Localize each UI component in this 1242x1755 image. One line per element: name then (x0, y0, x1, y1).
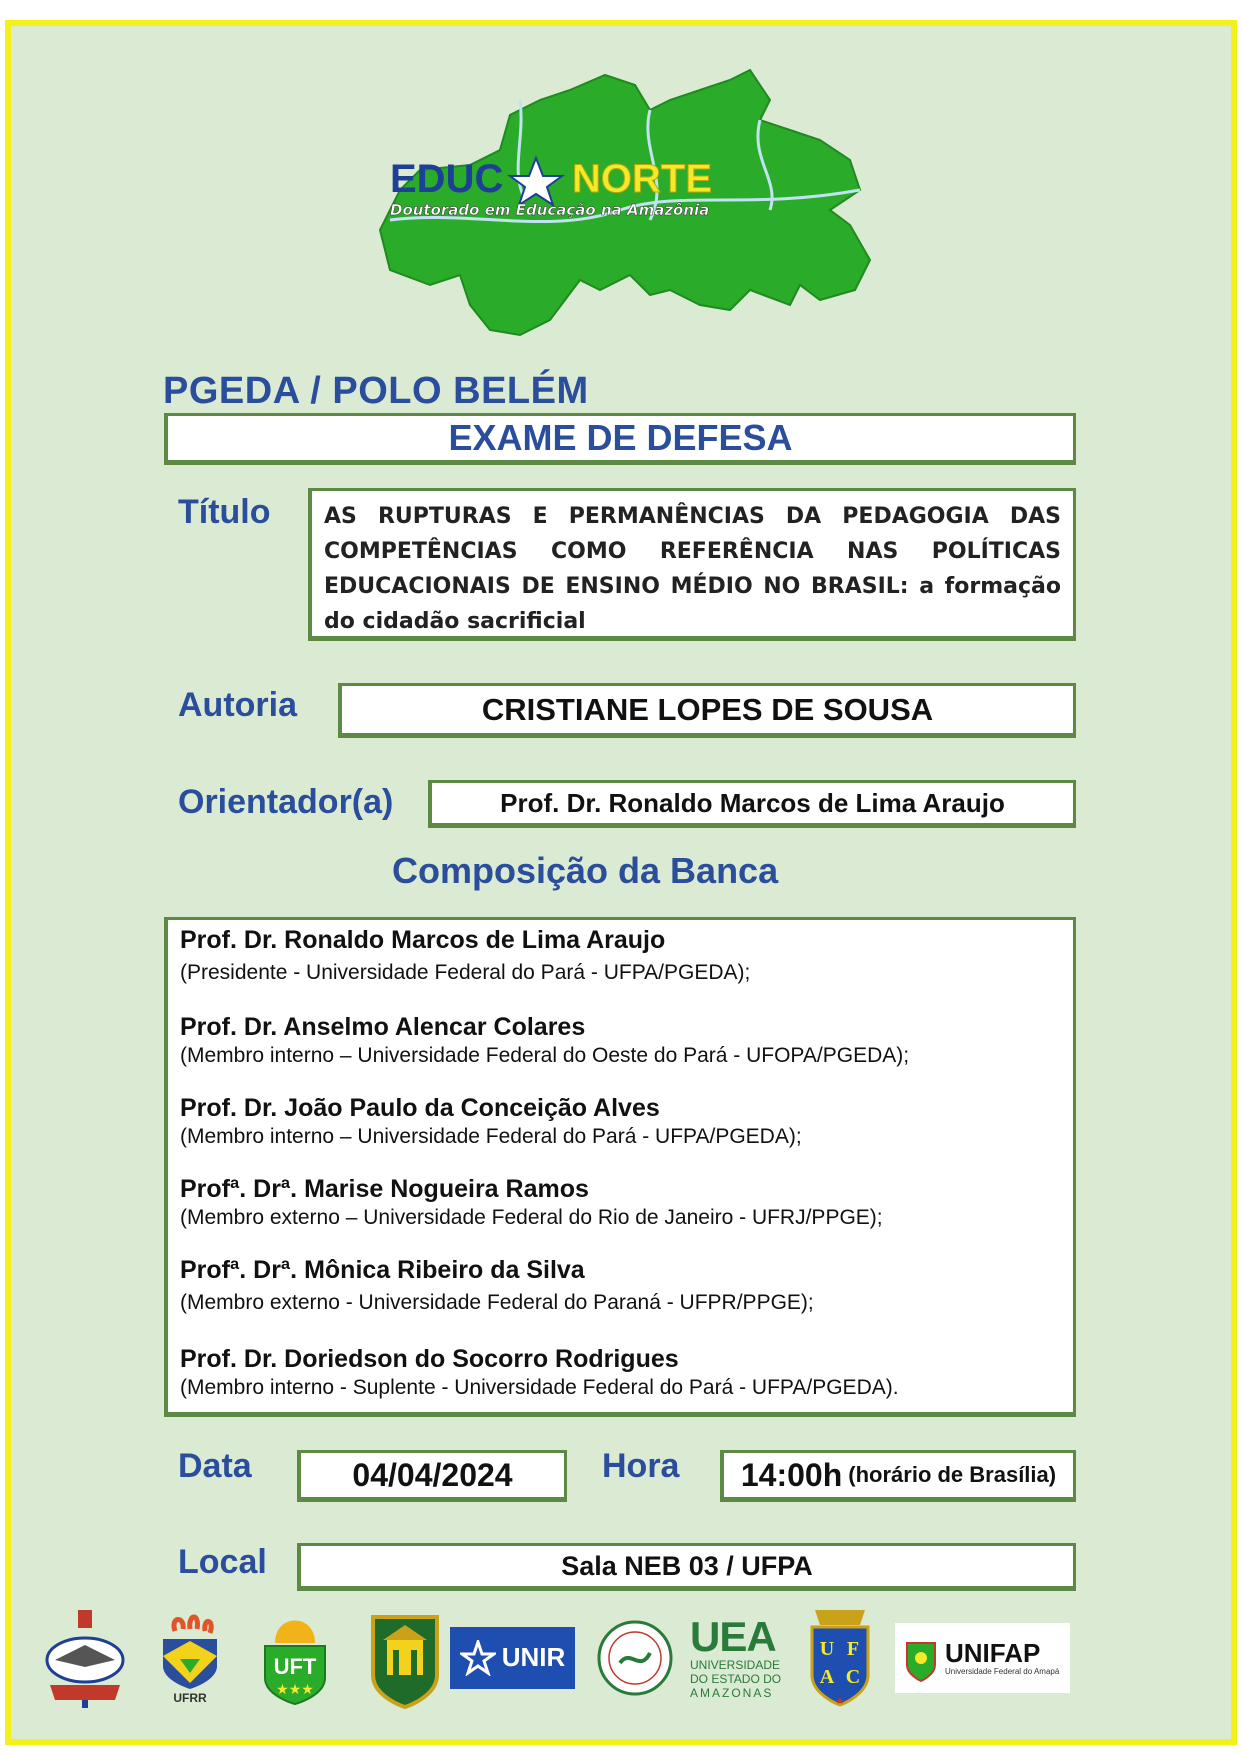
unifap-text: UNIFAP (945, 1638, 1041, 1668)
member-role: (Presidente - Universidade Federal do Pará - UFPA/PGEDA); (180, 961, 751, 984)
date-value: 04/04/2024 (352, 1456, 513, 1493)
unifap-sub: Universidade Federal do Amapá (945, 1667, 1060, 1676)
member-role: (Membro interno – Universidade Federal do Oeste do Pará - UFOPA/PGEDA); (180, 1044, 910, 1067)
ufpa-logo (40, 1605, 130, 1710)
ufac-logo (800, 1605, 880, 1710)
svg-text:A: A (819, 1666, 835, 1688)
uea-text: UEA (690, 1612, 776, 1660)
committee-member (180, 926, 750, 985)
place-label: Local (178, 1543, 267, 1581)
uea-logo (690, 1605, 785, 1710)
place-box (297, 1543, 1076, 1591)
member-name: Profª. Drª. Mônica Ribeiro da Silva (180, 1256, 585, 1284)
committee-member (180, 1094, 802, 1149)
partner-logos (35, 1605, 1205, 1715)
brand-left-text: EDUC (390, 157, 504, 201)
brand-right-text: NORTE (572, 157, 712, 201)
time-value: 14:00h (740, 1456, 843, 1493)
author-name: CRISTIANE LOPES DE SOUSA (481, 691, 934, 727)
committee-member (180, 1013, 909, 1068)
advisor-label: Orientador(a) (178, 783, 394, 821)
program-heading: PGEDA / POLO BELÉM (163, 370, 589, 412)
unifap-logo (895, 1605, 1070, 1710)
committee-box (164, 917, 1076, 1417)
member-name: Prof. Dr. Ronaldo Marcos de Lima Araujo (180, 926, 666, 954)
advisor-box (428, 780, 1076, 828)
ufopa-logo (365, 1605, 445, 1710)
uft-logo (255, 1605, 335, 1710)
ufrr-logo (150, 1605, 230, 1710)
timezone-note: (horário de Brasília) (848, 1462, 1057, 1487)
svg-text:C: C (845, 1666, 861, 1688)
unir-text: UNIR (501, 1642, 566, 1672)
member-name: Profª. Drª. Marise Nogueira Ramos (180, 1175, 589, 1203)
member-name: Prof. Dr. João Paulo da Conceição Alves (180, 1094, 660, 1122)
uea-sub3: AMAZONAS (690, 1685, 774, 1700)
committee-member (180, 1256, 814, 1315)
event-title: EXAME DE DEFESA (448, 417, 793, 458)
thesis-title-box (308, 488, 1076, 641)
advisor-name: Prof. Dr. Ronaldo Marcos de Lima Araujo (500, 787, 1005, 818)
committee-member (180, 1345, 899, 1400)
author-label: Autoria (178, 686, 297, 724)
member-name: Prof. Dr. Doriedson do Socorro Rodrigues (180, 1345, 679, 1373)
svg-text:U: U (819, 1638, 835, 1660)
uea-sub1: UNIVERSIDADE (690, 1657, 781, 1672)
title-label: Título (178, 493, 271, 531)
date-box (297, 1450, 567, 1502)
member-role: (Membro interno - Suplente - Universidade Federal do Pará - UFPA/PGEDA). (180, 1376, 899, 1399)
unir-star-icon (460, 1640, 496, 1676)
ufam-logo (595, 1605, 675, 1710)
svg-text:F: F (846, 1638, 860, 1660)
member-name: Prof. Dr. Anselmo Alencar Colares (180, 1013, 586, 1041)
unifap-crest-icon (903, 1633, 939, 1683)
svg-text:★★★: ★★★ (276, 1680, 314, 1697)
thesis-title: AS RUPTURAS E PERMANÊNCIAS DA PEDAGOGIA DAS COMPETÊNCIAS COMO REFERÊNCIA NAS POLÍTICAS EDUCACIONAIS DE ENSINO MÉDIO NO BRASIL: a formação do cidadão sacrificial (324, 504, 1061, 634)
committee-member (180, 1175, 883, 1230)
member-role: (Membro externo – Universidade Federal do Rio de Janeiro - UFRJ/PPGE); (180, 1206, 883, 1229)
member-role: (Membro interno – Universidade Federal do Pará - UFPA/PGEDA); (180, 1125, 802, 1148)
logo-tagline: Doutorado em Educação na Amazônia (390, 201, 710, 219)
time-label: Hora (602, 1447, 680, 1485)
uft-text: UFT (273, 1653, 317, 1679)
unir-logo (450, 1605, 575, 1710)
event-title-box (164, 413, 1076, 465)
uea-sub2: DO ESTADO DO (690, 1671, 782, 1686)
committee-heading: Composição da Banca (392, 850, 779, 891)
time-box (720, 1450, 1076, 1502)
member-role: (Membro externo - Universidade Federal do Paraná - UFPR/PPGE); (180, 1291, 814, 1314)
author-box (338, 683, 1076, 738)
educ-norte-logo (350, 60, 880, 340)
ufrr-text: UFRR (173, 1690, 207, 1705)
place-value: Sala NEB 03 / UFPA (561, 1550, 813, 1581)
date-label: Data (178, 1447, 252, 1485)
